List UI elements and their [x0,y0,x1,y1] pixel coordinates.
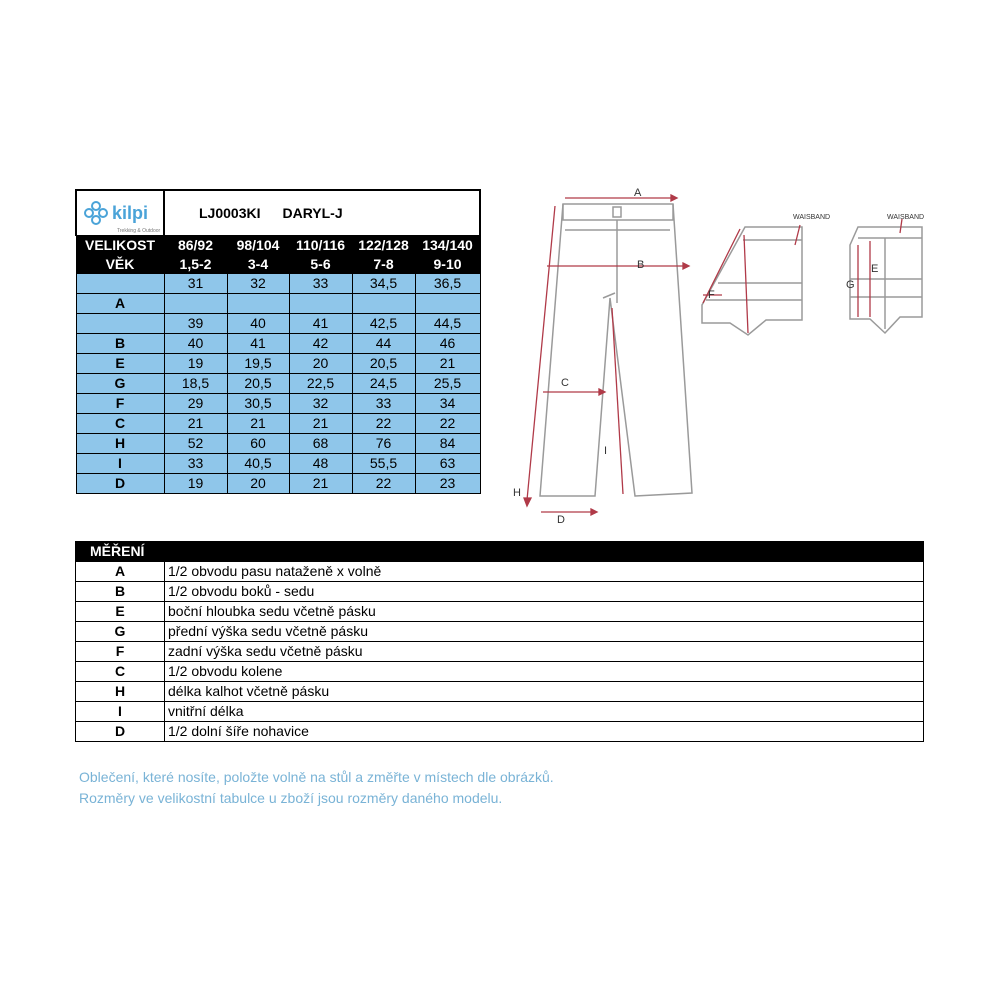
size-row-label: H [76,434,164,454]
measurement-row [76,702,924,722]
brand-logo [76,190,164,236]
measurement-description: 1/2 obvodu kolene [165,662,924,682]
size-cell: 42,5 [352,314,415,334]
measurement-description: 1/2 obvodu boků - sedu [165,582,924,602]
age-col-1: 1,5-2 [164,255,227,274]
pants-label-h: H [513,487,521,499]
age-header-row [76,255,480,274]
size-cell: 55,5 [352,454,415,474]
measurement-code: D [76,722,165,742]
waist-front-label-waisband: WAISBAND [887,214,925,221]
size-cell: 44,5 [415,314,480,334]
measurement-row [76,722,924,742]
size-cell: 22 [352,414,415,434]
size-cell: 21 [164,414,227,434]
pants-label-c: C [561,377,569,389]
size-cell: 22 [352,474,415,494]
size-row-label: F [76,394,164,414]
model-info [164,190,480,236]
size-cell: 20,5 [227,374,289,394]
measurement-table [75,541,924,742]
measurement-row [76,562,924,582]
waist-front-label-g: G [846,279,855,291]
size-cell: 23 [415,474,480,494]
size-cell: 21 [289,414,352,434]
size-row-label: B [76,334,164,354]
size-cell: 36,5 [415,274,480,294]
table-header-brand-row [76,190,480,236]
age-col-5: 9-10 [415,255,480,274]
model-code: LJ0003KI [199,204,261,221]
pants-label-d: D [557,514,565,523]
size-col-5: 134/140 [415,236,480,255]
size-cell: 20,5 [352,354,415,374]
size-row-label: E [76,354,164,374]
size-row-label [76,274,164,294]
measurement-code: H [76,682,165,702]
size-cell [227,294,289,314]
size-cell: 19 [164,474,227,494]
size-cell: 40 [164,334,227,354]
model-name: DARYL-J [282,204,343,221]
size-cell: 33 [164,454,227,474]
size-row [76,474,480,494]
size-cell: 68 [289,434,352,454]
size-label: VELIKOST [76,236,164,255]
measurement-header-row [76,542,924,562]
measurement-code: G [76,622,165,642]
size-cell: 41 [289,314,352,334]
size-cell: 34,5 [352,274,415,294]
size-cell: 20 [289,354,352,374]
size-cell: 32 [227,274,289,294]
size-cell: 84 [415,434,480,454]
size-cell: 30,5 [227,394,289,414]
size-col-1: 86/92 [164,236,227,255]
measurement-row [76,662,924,682]
age-col-2: 3-4 [227,255,289,274]
measurement-description: přední výška sedu včetně pásku [165,622,924,642]
size-cell [352,294,415,314]
size-table [75,189,481,494]
size-cell: 34 [415,394,480,414]
size-cell: 44 [352,334,415,354]
measurement-row [76,582,924,602]
size-row [76,314,480,334]
size-row-label [76,314,164,334]
size-cell: 33 [289,274,352,294]
pants-label-a: A [634,187,642,199]
size-cell: 33 [352,394,415,414]
age-label: VĚK [76,255,164,274]
size-cell: 63 [415,454,480,474]
measurement-description: vnitřní délka [165,702,924,722]
measurement-description: 1/2 dolní šíře nohavice [165,722,924,742]
size-cell: 76 [352,434,415,454]
pants-label-i: I [604,445,608,457]
size-row [76,374,480,394]
size-cell: 41 [227,334,289,354]
size-cell: 25,5 [415,374,480,394]
size-cell: 29 [164,394,227,414]
measurement-code: E [76,602,165,622]
size-cell: 52 [164,434,227,454]
size-row-label: D [76,474,164,494]
measurement-header-blank [165,542,924,562]
size-row [76,394,480,414]
size-cell: 39 [164,314,227,334]
size-cell: 60 [227,434,289,454]
size-row [76,414,480,434]
pants-drawing [505,178,705,523]
size-cell: 19,5 [227,354,289,374]
waist-side-drawing [700,205,840,345]
size-cell [164,294,227,314]
size-row-label: A [76,294,164,314]
size-cell: 24,5 [352,374,415,394]
size-cell: 48 [289,454,352,474]
kilpi-logo-icon [83,200,109,226]
size-cell [415,294,480,314]
size-row-label: C [76,414,164,434]
size-cell: 32 [289,394,352,414]
pants-label-b: B [637,259,645,271]
size-cell [289,294,352,314]
waist-side-label-waisband: WAISBAND [793,214,831,221]
size-cell: 21 [415,354,480,374]
size-cell: 21 [289,474,352,494]
waist-front-label-e: E [871,263,879,275]
size-row [76,294,480,314]
size-cell: 19 [164,354,227,374]
size-row [76,434,480,454]
measurement-description: délka kalhot včetně pásku [165,682,924,702]
measurement-row [76,622,924,642]
age-col-3: 5-6 [289,255,352,274]
size-cell: 20 [227,474,289,494]
size-cell: 46 [415,334,480,354]
age-col-4: 7-8 [352,255,415,274]
size-cell: 22 [415,414,480,434]
measurement-description: boční hloubka sedu včetně pásku [165,602,924,622]
measurement-description: 1/2 obvodu pasu nataženě x volně [165,562,924,582]
size-cell: 18,5 [164,374,227,394]
brand-tagline: Trekking & Outdoor [117,228,161,234]
measurement-title: MĚŘENÍ [76,542,165,562]
size-row [76,354,480,374]
measurement-code: C [76,662,165,682]
measurement-code: B [76,582,165,602]
size-col-2: 98/104 [227,236,289,255]
size-row [76,334,480,354]
measurement-code: A [76,562,165,582]
size-cell: 22,5 [289,374,352,394]
size-row-label: I [76,454,164,474]
size-cell: 40,5 [227,454,289,474]
measurement-code: I [76,702,165,722]
measurement-description: zadní výška sedu včetně pásku [165,642,924,662]
size-cell: 42 [289,334,352,354]
size-cell: 31 [164,274,227,294]
size-cell: 21 [227,414,289,434]
brand-name: kilpi [112,202,149,223]
size-col-3: 110/116 [289,236,352,255]
size-row-label: G [76,374,164,394]
measurement-row [76,682,924,702]
measurement-row [76,602,924,622]
note-line-1: Oblečení, které nosíte, položte volně na stůl a změřte v místech dle obrázků. [79,769,554,785]
size-row [76,274,480,294]
waist-front-drawing [840,205,935,345]
size-row [76,454,480,474]
size-col-4: 122/128 [352,236,415,255]
measurement-code: F [76,642,165,662]
note-line-2: Rozměry ve velikostní tabulce u zboží jsou rozměry daného modelu. [79,790,503,806]
measurement-row [76,642,924,662]
waist-side-label-f: F [708,289,715,301]
size-cell: 40 [227,314,289,334]
